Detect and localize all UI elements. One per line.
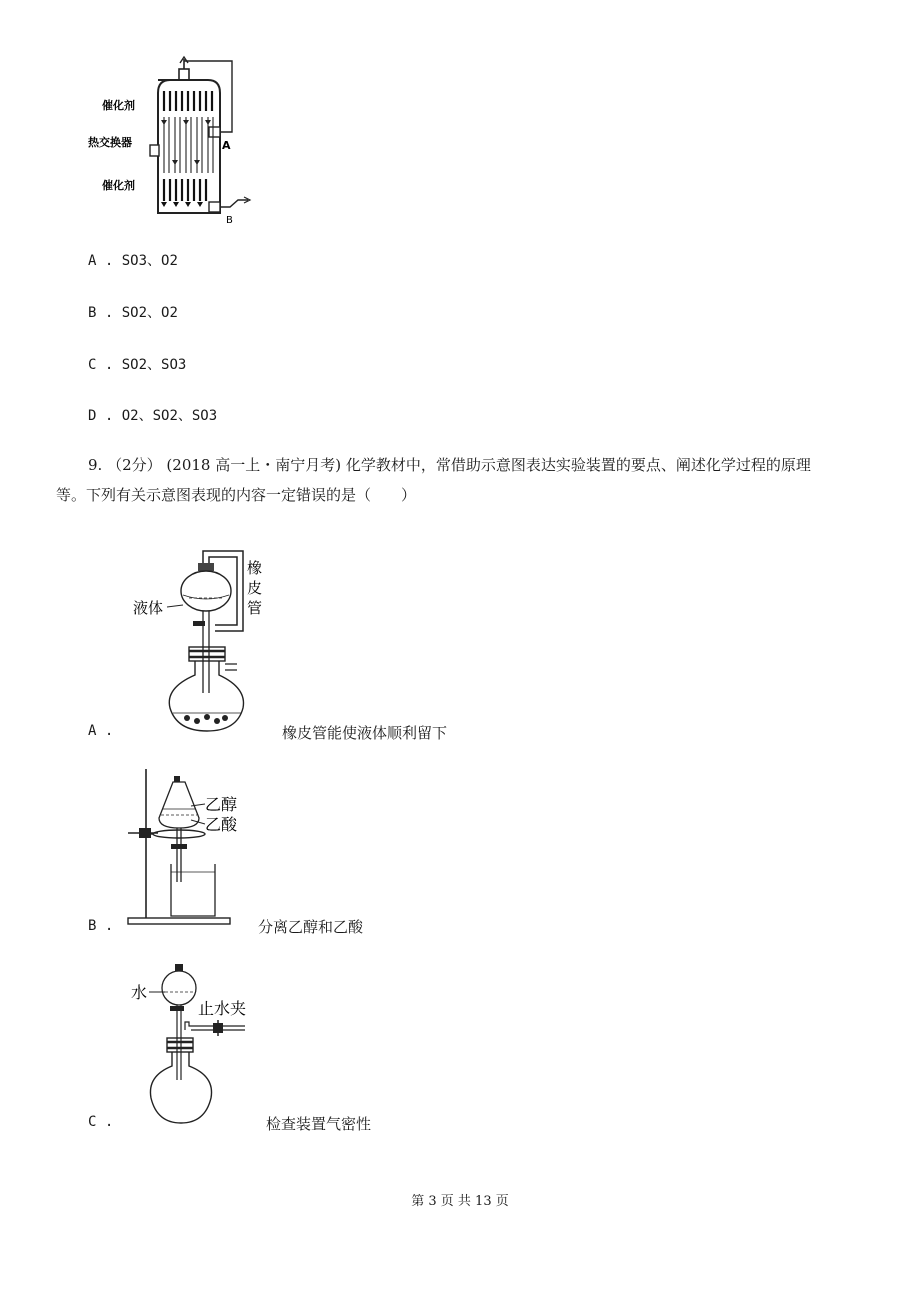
q9-option-b-text: 分离乙醇和乙酸 — [258, 918, 364, 936]
option-letter: D — [88, 408, 97, 424]
q9-source: (2018 高一上・南宁月考) — [166, 456, 342, 474]
label-clamp: 止水夹 — [198, 999, 247, 1018]
label-tube-1: 橡 — [247, 559, 263, 577]
q9-option-b-letter: B . — [88, 918, 114, 934]
option-text: SO2、SO3 — [121, 357, 187, 373]
label-heat-exchanger: 热交换器 — [88, 136, 132, 149]
figure-a-apparatus — [125, 543, 280, 733]
label-ethanol: 乙醇 — [205, 795, 238, 814]
q9-text-line1: 化学教材中，常借助示意图表达实验装置的要点、阐述化学过程的原理 — [345, 456, 811, 474]
q9-option-a-letter: A . — [88, 723, 114, 739]
label-b: B — [226, 215, 233, 226]
reactor-diagram — [80, 55, 270, 230]
q9-option-c-text: 检查装置气密性 — [266, 1115, 372, 1133]
label-tube-2: 皮 — [247, 579, 263, 597]
page-footer: 第 3 页 共 13 页 — [411, 1194, 509, 1209]
option-text: SO3、O2 — [121, 253, 178, 269]
option-text: SO2、O2 — [121, 305, 178, 321]
q8-option-b: B . SO2、O2 — [88, 305, 178, 321]
label-catalyst-top: 催化剂 — [102, 99, 135, 112]
q9-stem — [56, 450, 846, 510]
label-liquid: 液体 — [133, 599, 164, 617]
label-acetic: 乙酸 — [205, 815, 238, 834]
option-text: O2、SO2、SO3 — [121, 408, 218, 424]
q9-option-c-letter: C . — [88, 1114, 114, 1130]
q8-option-c: C . SO2、SO3 — [88, 357, 187, 373]
option-letter: C — [88, 357, 97, 373]
label-water: 水 — [131, 983, 148, 1002]
q9-line1 — [56, 450, 846, 480]
option-letter: A — [88, 253, 97, 269]
q9-number: 9. — [88, 456, 103, 474]
label-catalyst-bottom: 催化剂 — [102, 179, 135, 192]
q9-text-line2: 等。下列有关示意图表现的内容一定错误的是（ ） — [56, 486, 417, 504]
q8-option-d: D . O2、SO2、SO3 — [88, 408, 218, 424]
figure-c-apparatus — [125, 960, 260, 1125]
label-tube-3: 管 — [247, 599, 263, 617]
figure-b-apparatus — [125, 766, 260, 931]
label-a: A — [222, 139, 231, 152]
q8-option-a: A . SO3、O2 — [88, 253, 178, 269]
option-letter: B — [88, 305, 97, 321]
q9-option-a-text: 橡皮管能使液体顺利留下 — [282, 724, 448, 742]
q9-score: （2分） — [107, 456, 162, 474]
